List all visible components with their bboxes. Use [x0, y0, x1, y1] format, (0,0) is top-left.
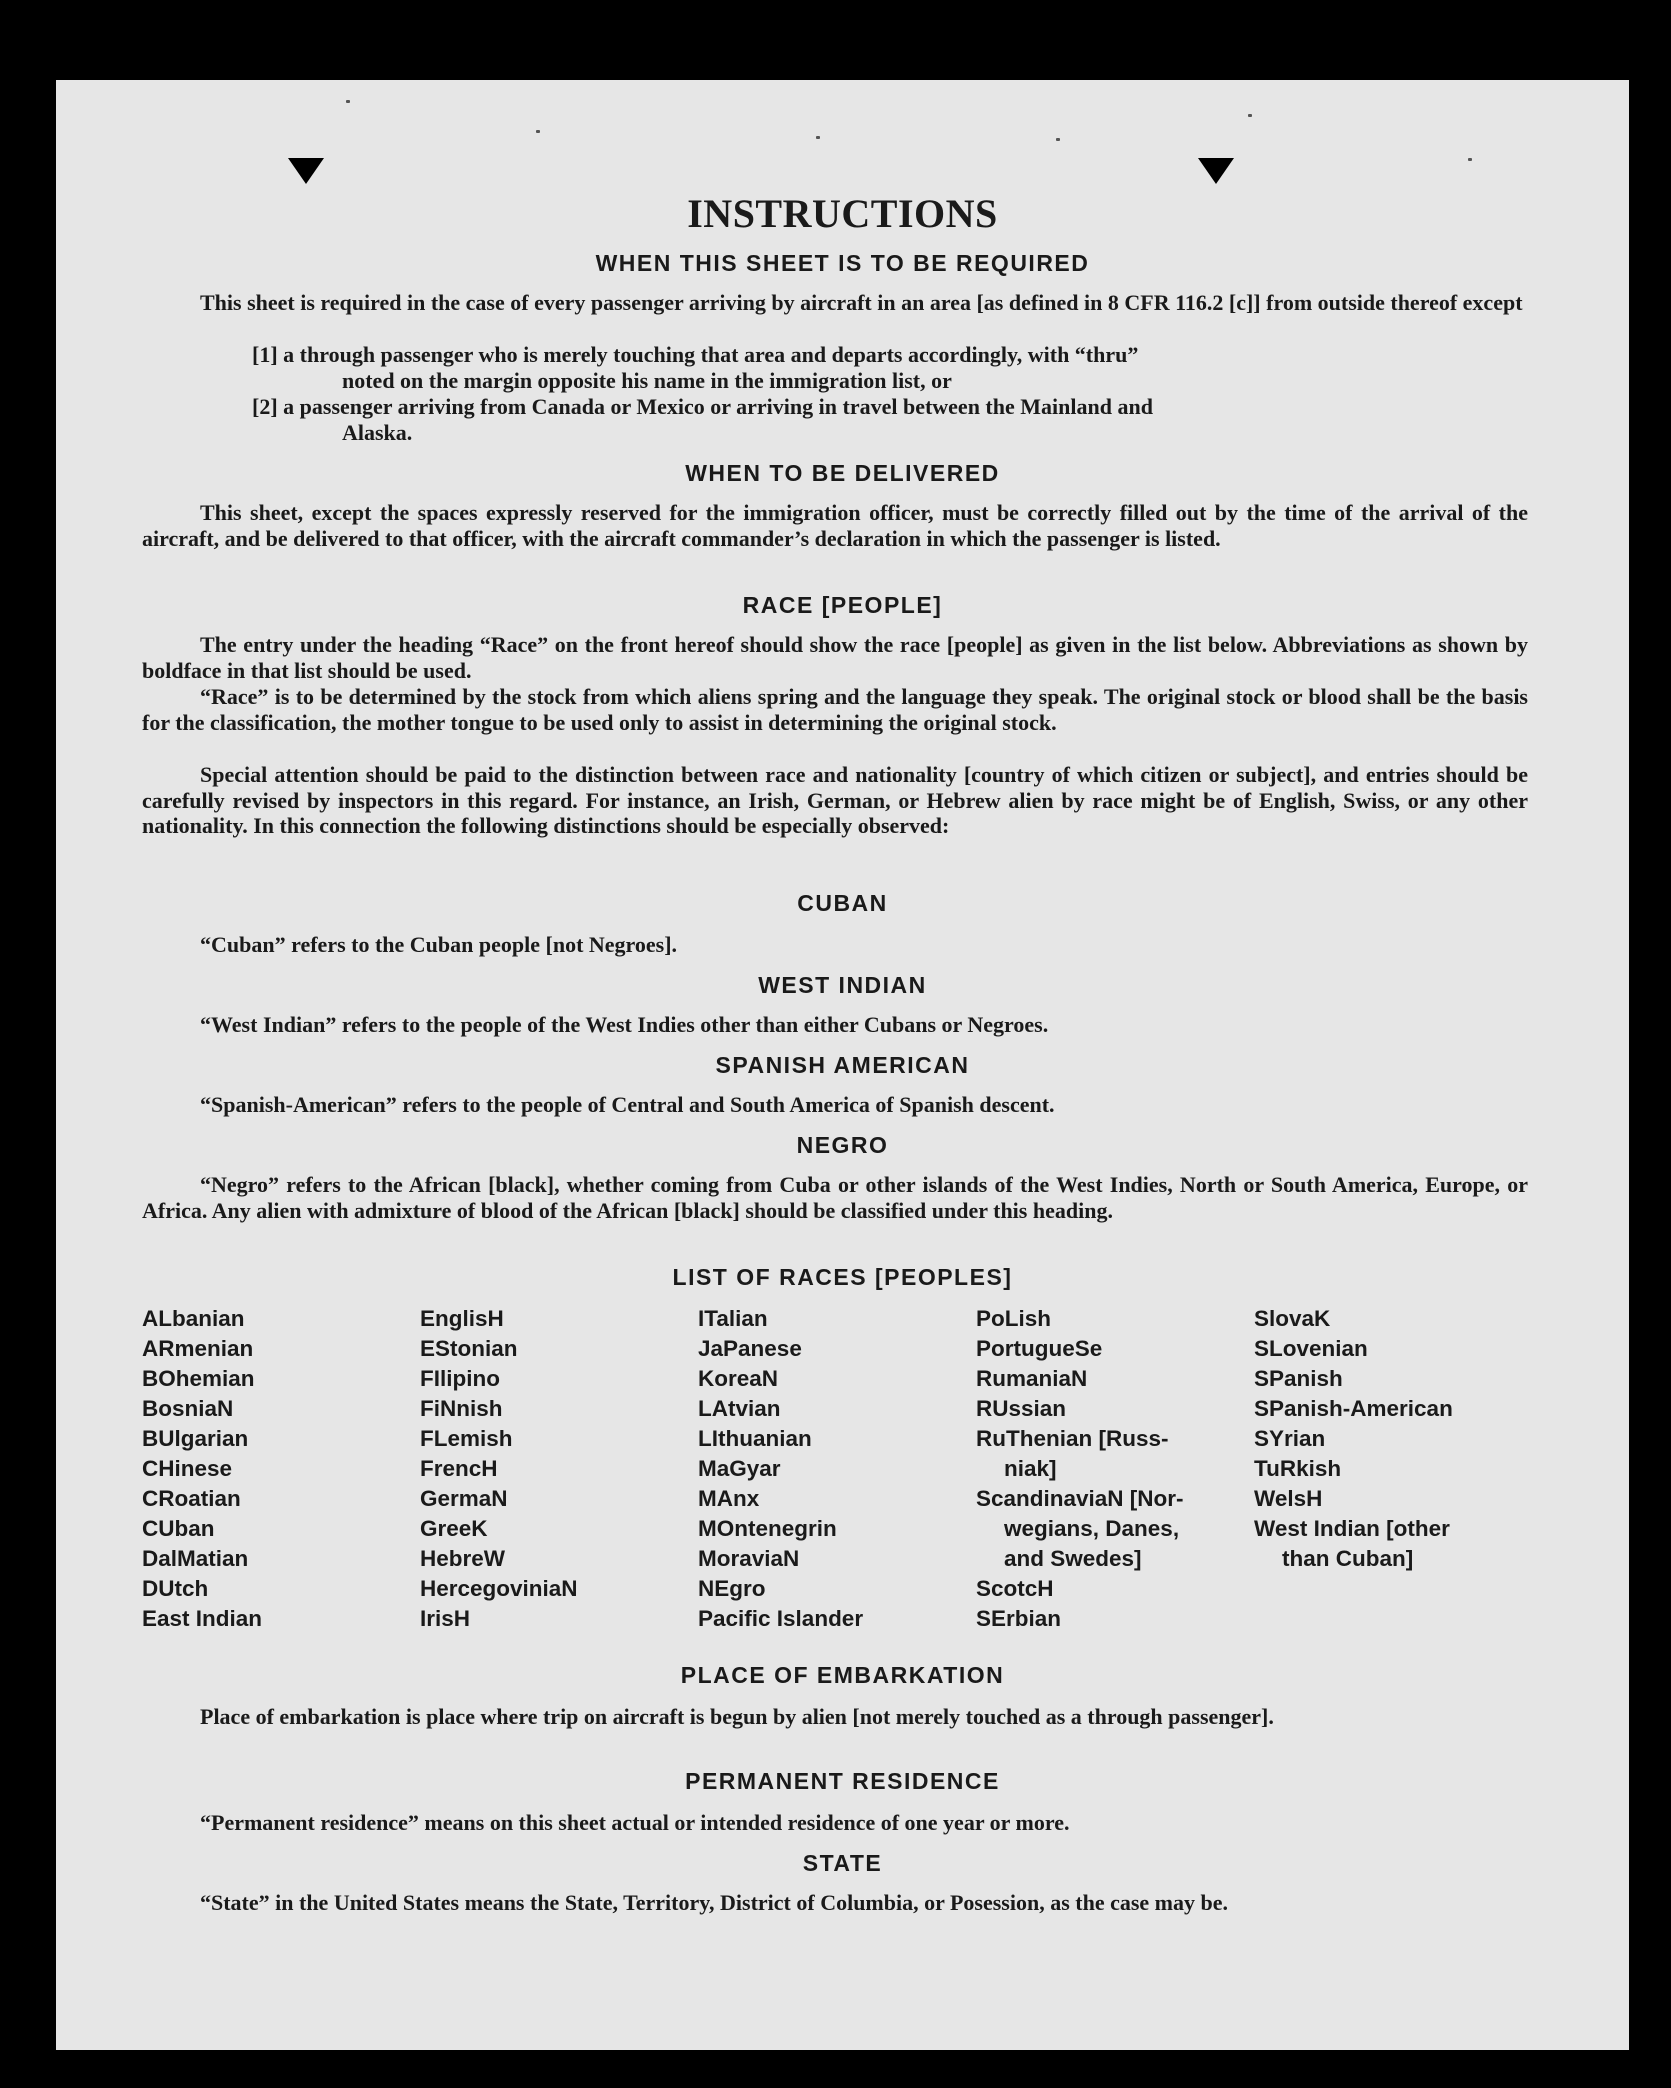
race-item: CUban — [142, 1516, 215, 1541]
race-item: HebreW — [420, 1546, 506, 1571]
race-item: ALbanian — [142, 1306, 245, 1331]
paragraph-negro: “Negro” refers to the African [black], whether coming from Cuba or other islands of the West Indies, North or South America, Europe, or Africa. Any alien with admixture of blood of the African [black] should be classified under this heading. — [142, 1172, 1528, 1223]
heading-list-of-races: LIST OF RACES [PEOPLES] — [672, 1264, 1013, 1290]
race-item: West Indian [other — [1254, 1516, 1450, 1541]
paragraph-race-1: The entry under the heading “Race” on the front hereof should show the race [people] as given in the list below. Abbreviations as shown by boldface in that list should be used. — [142, 632, 1528, 683]
race-item: GreeK — [420, 1516, 488, 1541]
race-item: PortugueSe — [976, 1336, 1103, 1361]
paragraph-delivered: This sheet, except the spaces expressly reserved for the immigration officer, must be correctly filled out by the time of the arrival of the aircraft, and be delivered to that officer, with the aircraft commander’s declaration in which the passenger is listed. — [142, 500, 1528, 551]
heading-state: STATE — [802, 1850, 883, 1876]
race-item: SYrian — [1254, 1426, 1326, 1451]
heading-negro: NEGRO — [796, 1132, 889, 1158]
race-item: WelsH — [1254, 1486, 1323, 1511]
race-item: CRoatian — [142, 1486, 241, 1511]
paragraph-race-2: “Race” is to be determined by the stock from which aliens spring and the language they speak. The original stock or blood shall be the basis for the classification, the mother tongue to be used only to assist in determining the original stock. — [142, 684, 1528, 735]
race-item: BUlgarian — [142, 1426, 249, 1451]
heading-west-indian: WEST INDIAN — [758, 972, 927, 998]
race-item: LIthuanian — [698, 1426, 812, 1451]
race-item: MOntenegrin — [698, 1516, 837, 1541]
race-column-3 — [698, 1304, 863, 1634]
race-item: EStonian — [420, 1336, 518, 1361]
race-item: ARmenian — [142, 1336, 254, 1361]
race-item: JaPanese — [698, 1336, 802, 1361]
page-title: INSTRUCTIONS — [687, 191, 998, 236]
race-item: NEgro — [698, 1576, 766, 1601]
race-item: FLemish — [420, 1426, 513, 1451]
instruction-sheet — [56, 80, 1629, 2050]
race-column-4 — [976, 1304, 1184, 1634]
race-item: RumaniaN — [976, 1366, 1088, 1391]
heading-spanish-american: SPANISH AMERICAN — [715, 1052, 970, 1078]
exception-item-1: [1] a through passenger who is merely touching that area and departs accordingly, with “thru” — [252, 342, 1139, 367]
race-column-2 — [420, 1304, 578, 1634]
race-item: MoraviaN — [698, 1546, 800, 1571]
race-item: DUtch — [142, 1576, 209, 1601]
heading-race: RACE [PEOPLE] — [742, 592, 943, 618]
race-item: RuThenian [Russ- — [976, 1426, 1169, 1451]
race-item-cont: than Cuban] — [1282, 1546, 1414, 1571]
heading-place-of-embarkation: PLACE OF EMBARKATION — [680, 1662, 1005, 1688]
race-item: SLovenian — [1254, 1336, 1368, 1361]
race-item: Pacific Islander — [698, 1606, 864, 1631]
paragraph-cuban: “Cuban” refers to the Cuban people [not Negroes]. — [200, 932, 678, 957]
race-item-cont: wegians, Danes, — [1004, 1516, 1180, 1541]
paragraph-residence: “Permanent residence” means on this sheet actual or intended residence of one year or more. — [200, 1810, 1070, 1835]
race-item: FiNnish — [420, 1396, 503, 1421]
race-item: IrisH — [420, 1606, 471, 1631]
heading-permanent-residence: PERMANENT RESIDENCE — [685, 1768, 1000, 1794]
paragraph-embarkation: Place of embarkation is place where trip on aircraft is begun by alien [not merely touched as a through passenger]. — [200, 1704, 1274, 1729]
race-item: ScandinaviaN [Nor- — [976, 1486, 1184, 1511]
race-item-cont: and Swedes] — [1004, 1546, 1142, 1571]
exception-item-2: [2] a passenger arriving from Canada or Mexico or arriving in travel between the Mainland and — [252, 394, 1153, 419]
race-column-5 — [1254, 1304, 1453, 1574]
paragraph-state: “State” in the United States means the State, Territory, District of Columbia, or Posession, as the case may be. — [200, 1890, 1229, 1915]
heading-when-required: WHEN THIS SHEET IS TO BE REQUIRED — [595, 250, 1090, 276]
race-item: SPanish — [1254, 1366, 1343, 1391]
race-item: MAnx — [698, 1486, 760, 1511]
paragraph-spanish-american: “Spanish-American” refers to the people of Central and South America of Spanish descent. — [200, 1092, 1055, 1117]
race-item: RUssian — [976, 1396, 1067, 1421]
heading-when-delivered: WHEN TO BE DELIVERED — [685, 460, 1000, 486]
punch-notch-right — [1198, 158, 1234, 184]
race-item: PoLish — [976, 1306, 1052, 1331]
race-item: LAtvian — [698, 1396, 781, 1421]
heading-cuban: CUBAN — [797, 890, 888, 916]
race-item: ITalian — [698, 1306, 768, 1331]
race-item: BosniaN — [142, 1396, 234, 1421]
exception-item-1-cont: noted on the margin opposite his name in the immigration list, or — [342, 368, 952, 393]
exception-item-2-cont: Alaska. — [342, 420, 413, 445]
race-item: DalMatian — [142, 1546, 249, 1571]
race-item: East Indian — [142, 1606, 263, 1631]
race-item: EnglisH — [420, 1306, 504, 1331]
race-item: TuRkish — [1254, 1456, 1342, 1481]
race-item: BOhemian — [142, 1366, 255, 1391]
paragraph-required: This sheet is required in the case of every passenger arriving by aircraft in an area [as defined in 8 CFR 116.2 [c]] from outside thereof except — [200, 290, 1523, 315]
race-item-cont: niak] — [1004, 1456, 1057, 1481]
race-item: ScotcH — [976, 1576, 1054, 1601]
race-column-1 — [142, 1304, 262, 1634]
race-item: SPanish-American — [1254, 1396, 1453, 1421]
race-item: HercegoviniaN — [420, 1576, 578, 1601]
race-item: KoreaN — [698, 1366, 779, 1391]
race-item: MaGyar — [698, 1456, 781, 1481]
race-item: GermaN — [420, 1486, 508, 1511]
race-item: SlovaK — [1254, 1306, 1331, 1331]
race-item: FIlipino — [420, 1366, 500, 1391]
race-item: CHinese — [142, 1456, 233, 1481]
punch-notch-left — [288, 158, 324, 184]
paragraph-west-indian: “West Indian” refers to the people of the West Indies other than either Cubans or Negroes. — [200, 1012, 1049, 1037]
race-item: SErbian — [976, 1606, 1062, 1631]
paragraph-race-3: Special attention should be paid to the distinction between race and nationality [country of which citizen or subject], and entries should be carefully revised by inspectors in this regard. For instance, an Irish, German, or Hebrew alien by race might be of English, Swiss, or any other nationality. In this connection the following distinctions should be especially observed: — [142, 762, 1528, 839]
race-item: FrencH — [420, 1456, 498, 1481]
